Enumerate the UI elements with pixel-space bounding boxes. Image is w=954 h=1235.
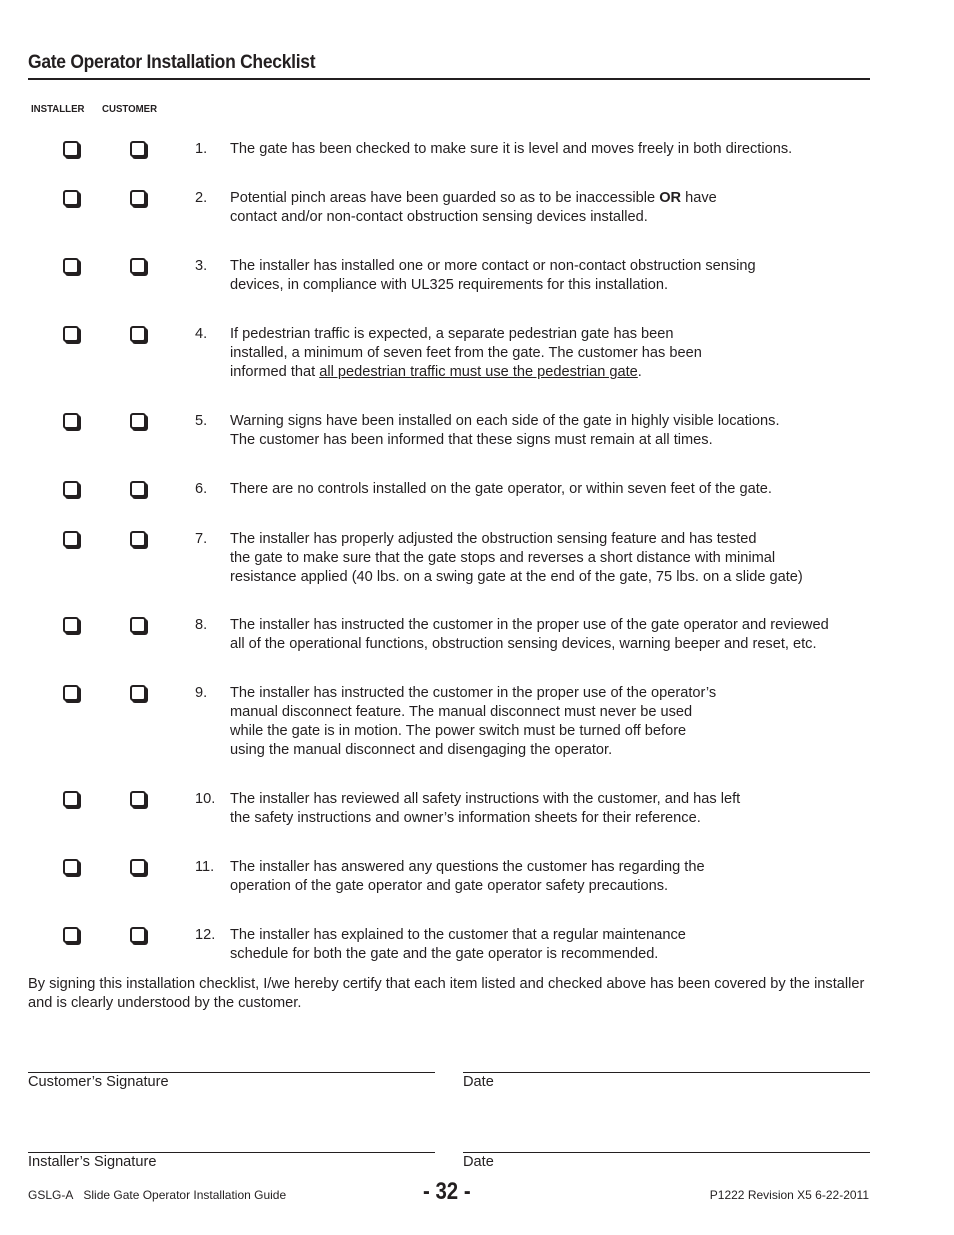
installer-checkbox[interactable] <box>63 413 79 429</box>
installer-signature-line[interactable] <box>28 1152 435 1153</box>
customer-checkbox[interactable] <box>130 927 146 943</box>
customer-checkbox[interactable] <box>130 791 146 807</box>
installer-checkbox[interactable] <box>63 190 79 206</box>
installer-date-line[interactable] <box>463 1152 870 1153</box>
installer-checkbox[interactable] <box>63 326 79 342</box>
installer-checkbox[interactable] <box>63 617 79 633</box>
installer-checkbox[interactable] <box>63 685 79 701</box>
item-number: 11. <box>195 859 215 875</box>
page-number: - 32 - <box>423 1178 471 1205</box>
customer-checkbox[interactable] <box>130 413 146 429</box>
item-text: The installer has answered any questions the customer has regarding the operation of the gate operator and gate operator safety precautions. <box>230 859 705 894</box>
item-number: 5. <box>195 413 208 429</box>
footer-guide-info <box>28 1188 296 1202</box>
installer-column-header: INSTALLER <box>31 103 85 115</box>
customer-checkbox[interactable] <box>130 481 146 497</box>
customer-checkbox[interactable] <box>130 258 146 274</box>
installer-checkbox[interactable] <box>63 791 79 807</box>
item-text: The installer has instructed the customer in the proper use of the operator’s manual disconnect feature. The manual disconnect must never be used while the gate is in motion. The power switch must be turned off before using the manual disconnect and disengaging the operator. <box>230 685 717 758</box>
installer-date-label: Date <box>463 1154 494 1170</box>
certification-statement: By signing this installation checklist, I/we hereby certify that each item listed and checked above has been covered by the installer and is clearly understood by the customer. <box>28 976 865 1011</box>
item-text: Potential pinch areas have been guarded so as to be inaccessible OR have contact and/or non-contact obstruction sensing devices installed. <box>230 190 717 225</box>
customer-signature-label: Customer’s Signature <box>28 1074 169 1090</box>
installer-checkbox[interactable] <box>63 481 79 497</box>
customer-checkbox[interactable] <box>130 859 146 875</box>
item-text: If pedestrian traffic is expected, a separate pedestrian gate has been installed, a minimum of seven feet from the gate. The customer has been informed that all pedestrian traffic must use the pedestrian gate. <box>230 326 702 380</box>
installer-checkbox[interactable] <box>63 141 79 157</box>
customer-checkbox[interactable] <box>130 685 146 701</box>
item-text: The installer has explained to the customer that a regular maintenance schedule for both the gate and the gate operator is recommended. <box>230 927 686 962</box>
item-number: 3. <box>195 258 208 274</box>
item-text: The gate has been checked to make sure it is level and moves freely in both directions. <box>230 141 793 157</box>
customer-signature-line[interactable] <box>28 1072 435 1073</box>
item-number: 12. <box>195 927 216 943</box>
item-number: 1. <box>195 141 208 157</box>
customer-checkbox[interactable] <box>130 190 146 206</box>
customer-column-header: CUSTOMER <box>102 103 158 115</box>
installer-signature-label: Installer’s Signature <box>28 1154 157 1170</box>
item-number: 4. <box>195 326 208 342</box>
item-number: 10. <box>195 791 216 807</box>
customer-date-line[interactable] <box>463 1072 870 1073</box>
item-text: The installer has reviewed all safety instructions with the customer, and has left the safety instructions and owner’s information sheets for their reference. <box>230 791 741 826</box>
pedestrian-gate-note: all pedestrian traffic must use the pedestrian gate <box>319 364 638 380</box>
customer-date-label: Date <box>463 1074 494 1090</box>
item-number: 2. <box>195 190 208 206</box>
item-number: 7. <box>195 531 208 547</box>
installer-checkbox[interactable] <box>63 531 79 547</box>
page-title: Gate Operator Installation Checklist <box>28 52 316 73</box>
installer-checkbox[interactable] <box>63 927 79 943</box>
title-divider <box>28 78 870 80</box>
customer-checkbox[interactable] <box>130 326 146 342</box>
footer-guide-title: Slide Gate Operator Installation Guide <box>83 1188 287 1202</box>
item-text: Warning signs have been installed on each side of the gate in highly visible locations. The customer has been informed that these signs must remain at all times. <box>230 413 780 448</box>
customer-checkbox[interactable] <box>130 141 146 157</box>
item-text: There are no controls installed on the gate operator, or within seven feet of the gate. <box>230 481 772 497</box>
installer-checkbox[interactable] <box>63 859 79 875</box>
installer-checkbox[interactable] <box>63 258 79 274</box>
customer-checkbox[interactable] <box>130 531 146 547</box>
footer-revision: P1222 Revision X5 6-22-2011 <box>709 1188 869 1202</box>
item-number: 8. <box>195 617 208 633</box>
footer-model: GSLG-A <box>28 1188 74 1202</box>
item-number: 6. <box>195 481 208 497</box>
item-number: 9. <box>195 685 208 701</box>
item-text: The installer has instructed the customer in the proper use of the gate operator and reviewed all of the operational functions, obstruction sensing devices, warning beeper and reset, etc. <box>230 617 829 652</box>
item-text: The installer has installed one or more contact or non-contact obstruction sensing devices, in compliance with UL325 requirements for this installation. <box>230 258 756 293</box>
item-text: The installer has properly adjusted the obstruction sensing feature and has tested the gate to make sure that the gate stops and reverses a short distance with minimal resistance applied (40 lbs. on a swing gate at the end of the gate, 75 lbs. on a slide gate) <box>230 531 803 585</box>
customer-checkbox[interactable] <box>130 617 146 633</box>
